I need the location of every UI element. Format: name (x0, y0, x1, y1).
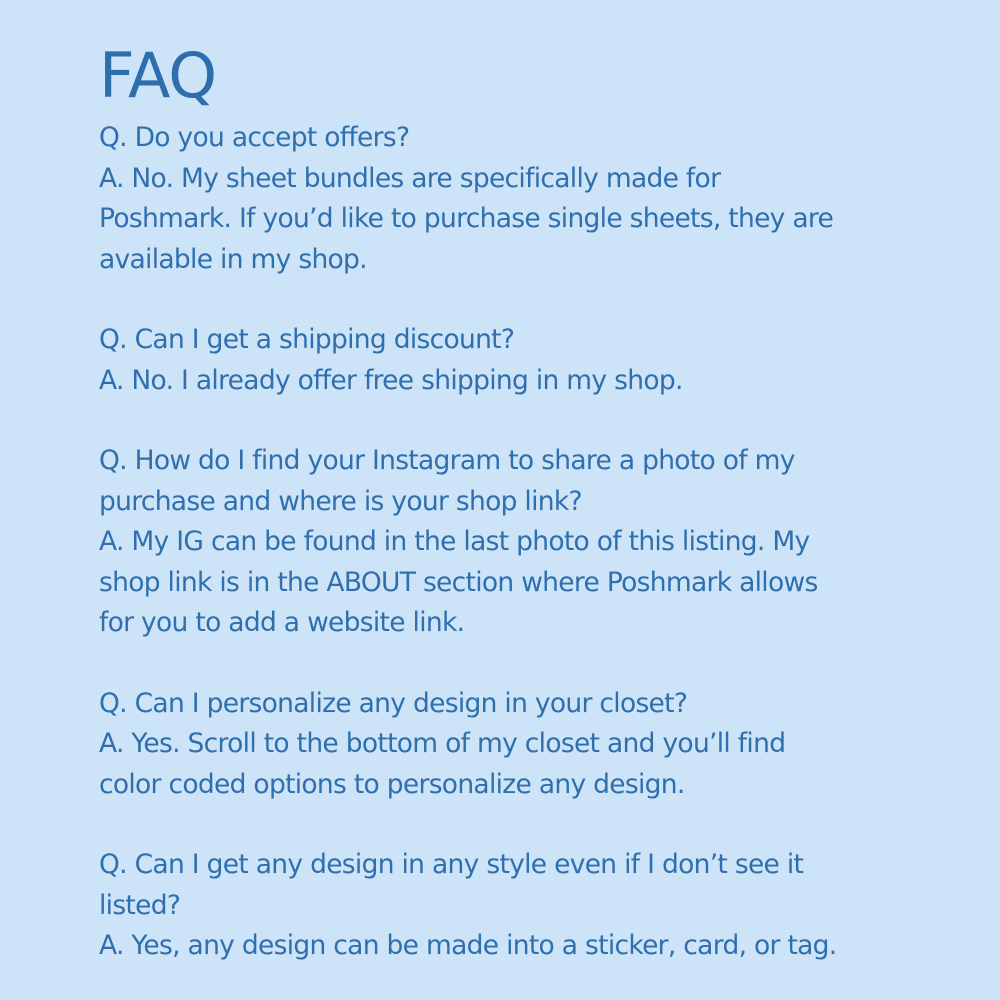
faq-answer-line: A. No. My sheet bundles are specifically made for (99, 162, 721, 194)
faq-answer-line: A. No. I already offer free shipping in my shop. (99, 364, 683, 396)
faq-answer-line: color coded options to personalize any design. (99, 768, 685, 800)
faq-item-instagram (99, 441, 920, 644)
faq-answer-line: A. Yes, any design can be made into a sticker, card, or tag. (99, 930, 837, 961)
faq-question: Q. Can I get a shipping discount? (99, 324, 515, 355)
faq-answer-line: Poshmark. If you’d like to purchase single sheets, they are (99, 203, 834, 234)
faq-answer-line: available in my shop. (99, 243, 367, 275)
faq-question: purchase and where is your shop link? (99, 485, 582, 517)
faq-question: Q. How do I find your Instagram to share a photo of my (99, 445, 795, 476)
faq-list (99, 118, 920, 967)
faq-question: Q. Can I get any design in any style even if I don’t see it (99, 849, 804, 880)
faq-item-personalize (99, 684, 920, 806)
faq-item-shipping-discount (99, 320, 920, 401)
faq-item-any-design (99, 845, 920, 967)
faq-answer-line: for you to add a website link. (99, 607, 465, 638)
page-title: FAQ (99, 39, 217, 112)
faq-answer-line: shop link is in the ABOUT section where Poshmark allows (99, 566, 818, 598)
faq-answer-line: A. Yes. Scroll to the bottom of my closet and you’ll find (99, 728, 786, 759)
faq-question: Q. Do you accept offers? (99, 122, 410, 153)
faq-item-offers (99, 118, 920, 280)
faq-question: Q. Can I personalize any design in your closet? (99, 687, 688, 719)
faq-question: listed? (99, 889, 181, 921)
faq-answer-line: A. My IG can be found in the last photo of this listing. My (99, 526, 810, 557)
